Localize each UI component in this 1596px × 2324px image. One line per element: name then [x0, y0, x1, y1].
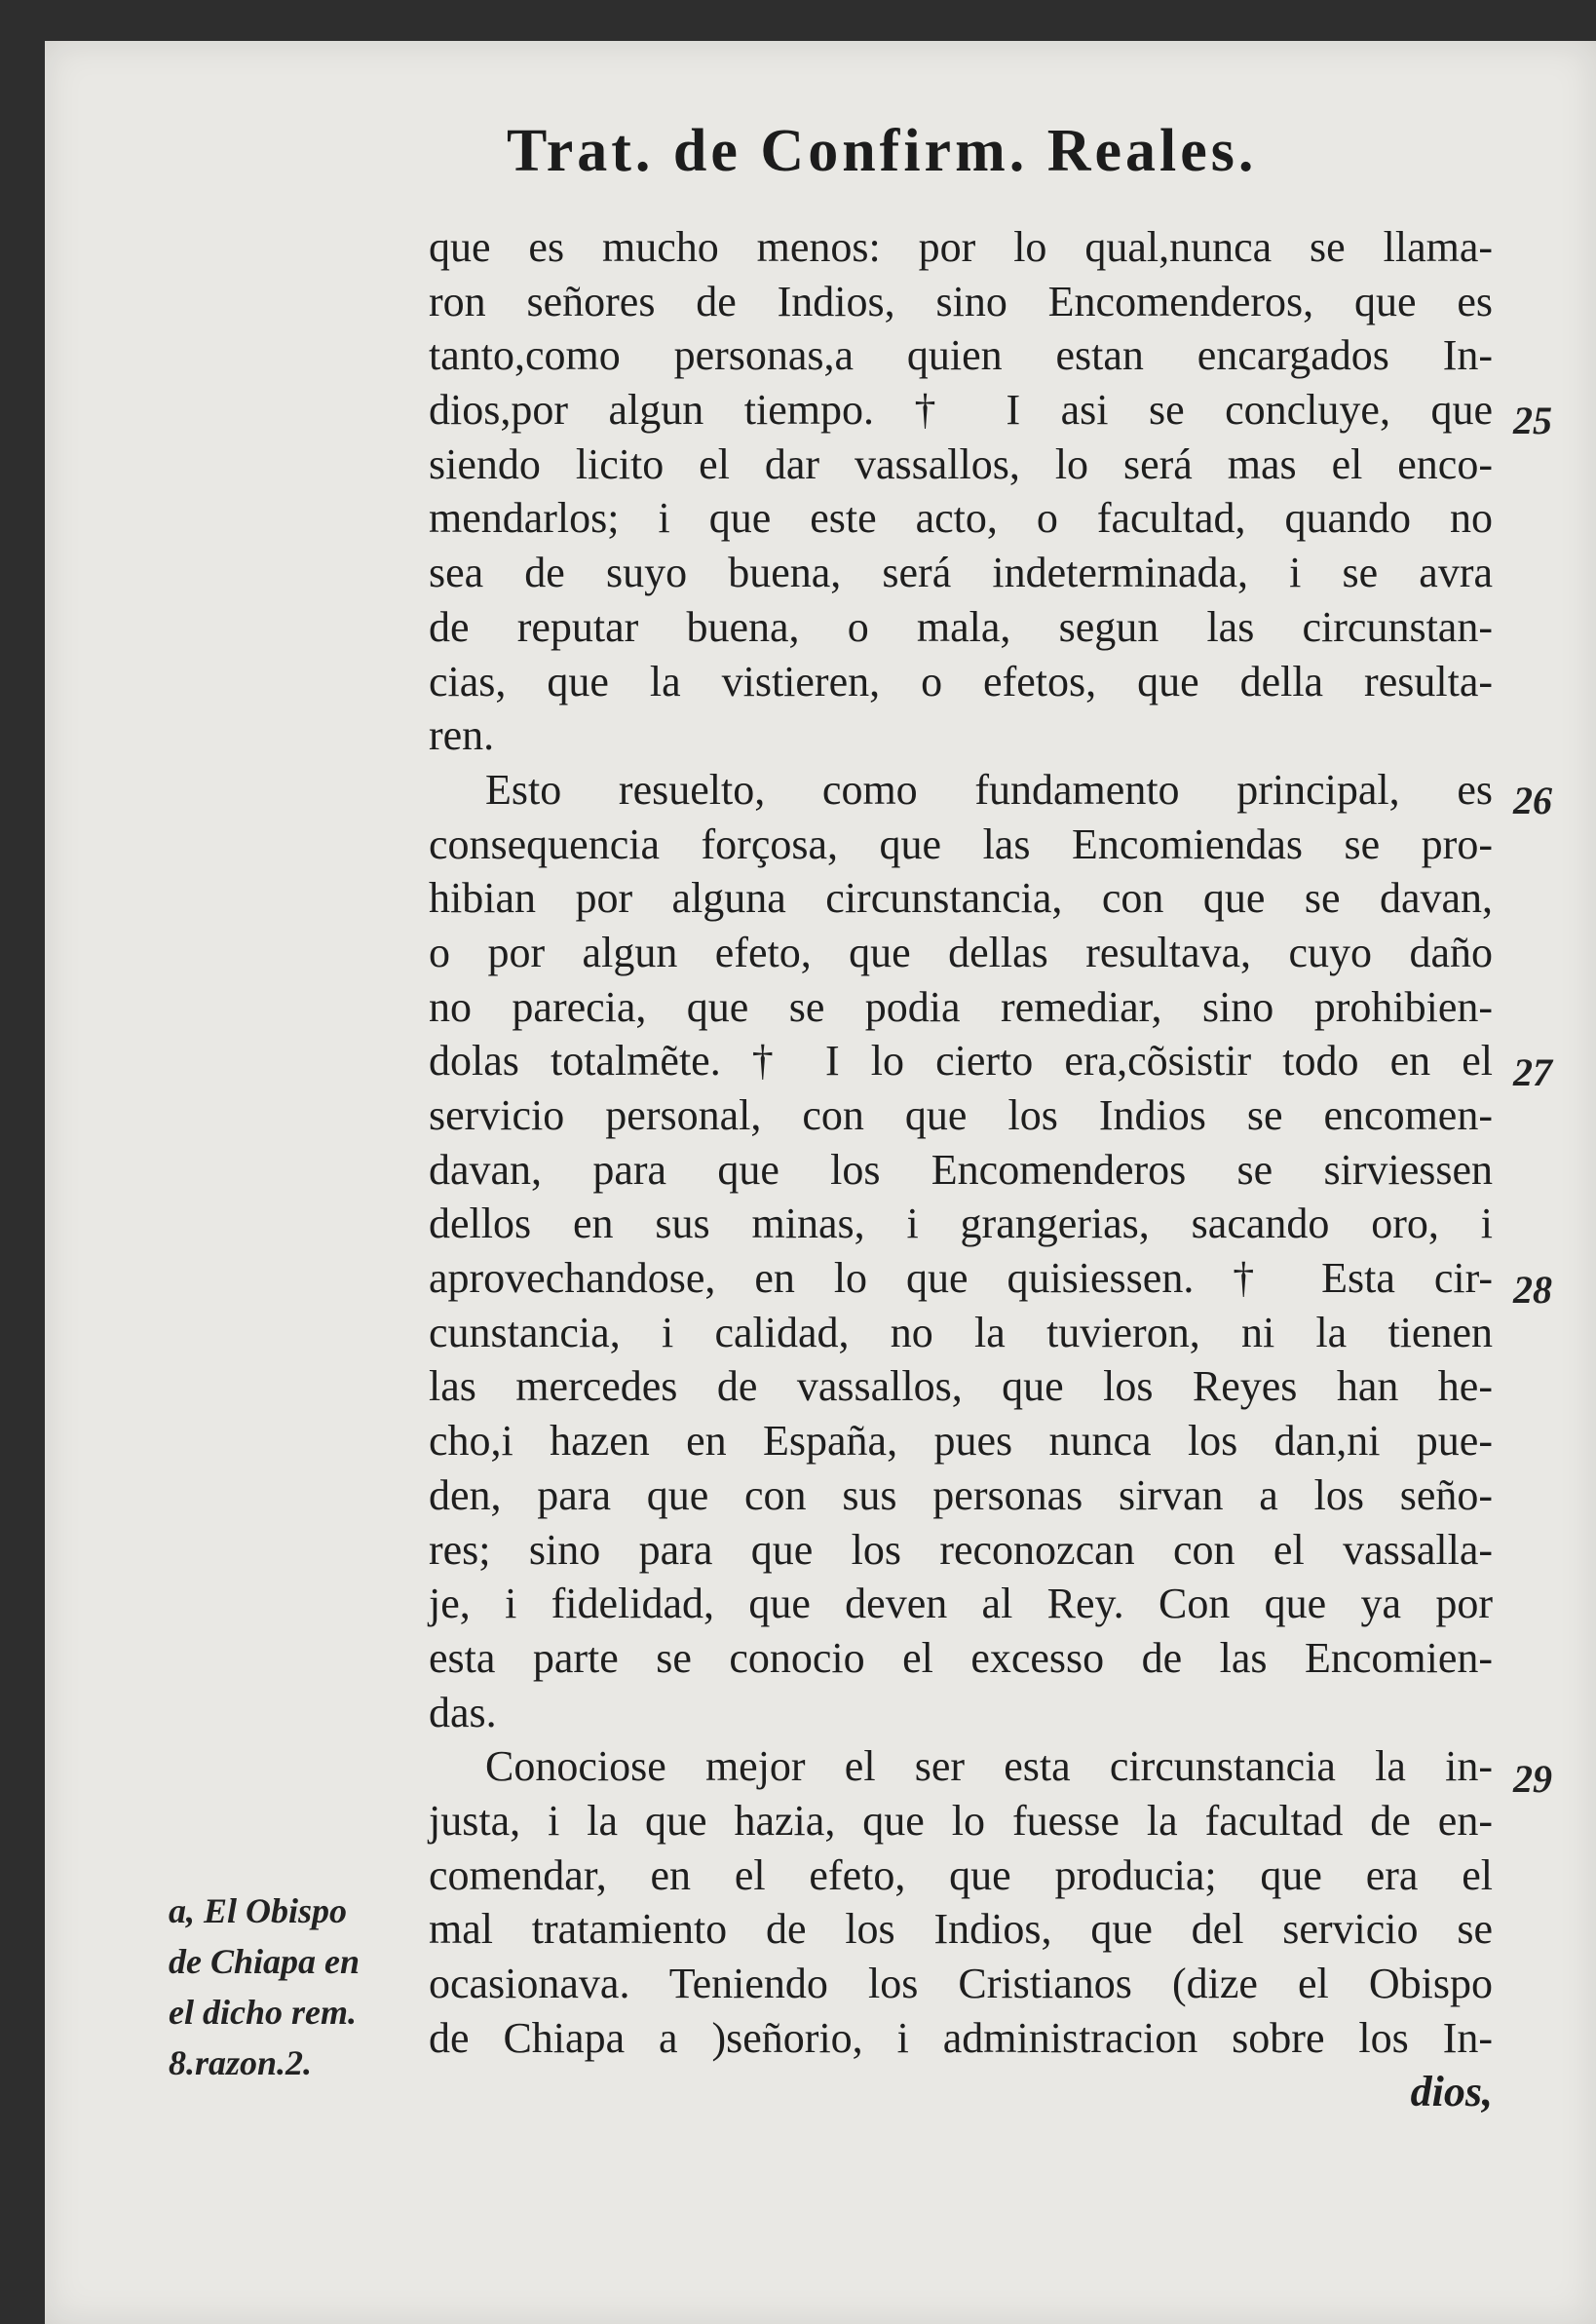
text-line: comendar, en el efeto, que producia; que era el	[429, 1850, 1493, 1899]
running-header: Trat. de Confirm. Reales.	[507, 118, 1258, 184]
text-line: o por algun efeto, que dellas resultava, cuyo daño	[429, 928, 1493, 976]
text-line: den, para que con sus personas sirvan a los seño-	[429, 1470, 1493, 1519]
text-line: dios,	[1410, 2068, 1493, 2116]
text-line: davan, para que los Encomenderos se sirviessen	[429, 1145, 1493, 1194]
body-text	[429, 220, 1493, 2119]
text-line: res; sino para que los reconozcan con el vassalla-	[429, 1525, 1493, 1574]
text-line: ocasionava. Teniendo los Cristianos (dize el Obispo	[429, 1960, 1493, 2007]
text-line: dios,por algun tiempo. † I asi se concluye, que	[429, 386, 1493, 435]
text-line: ren.	[429, 711, 495, 760]
text-line: Conociose mejor el ser esta circunstancia la in-	[485, 1742, 1493, 1791]
margin-number: 25	[1513, 399, 1552, 442]
text-line: aprovechandose, en lo que quisiessen. † Esta cir-	[429, 1254, 1493, 1303]
text-line: de reputar buena, o mala, segun las circunstan-	[429, 602, 1493, 651]
text-line: Esto resuelto, como fundamento principal, es	[485, 765, 1493, 814]
margin-note-line: a, El Obispo	[169, 1891, 348, 1930]
text-line: dolas totalmẽte. † I lo cierto era,cõsistir todo en el	[429, 1037, 1493, 1086]
text-line: siendo licito el dar vassallos, lo será mas el enco-	[429, 439, 1493, 488]
margin-note-line: de Chiapa en	[169, 1942, 361, 1981]
text-line: cias, que la vistieren, o efetos, que della resulta-	[429, 657, 1493, 705]
text-line: cunstancia, i calidad, no la tuvieron, ni la tienen	[429, 1308, 1493, 1356]
text-line: dellos en sus minas, i grangerias, sacando oro, i	[429, 1200, 1493, 1248]
text-line: no parecia, que se podia remediar, sino prohibien-	[429, 982, 1493, 1031]
text-line: esta parte se conocio el excesso de las Encomien-	[429, 1633, 1493, 1682]
text-line: ron señores de Indios, sino Encomenderos, que es	[429, 277, 1493, 325]
text-line: mendarlos; i que este acto, o facultad, quando no	[429, 494, 1493, 543]
text-line: las mercedes de vassallos, que los Reyes han he-	[429, 1362, 1493, 1411]
margin-number: 29	[1513, 1757, 1552, 1801]
margin-number: 27	[1513, 1050, 1552, 1094]
margin-note-line: 8.razon.2.	[169, 2043, 313, 2082]
text-line: hibian por alguna circunstancia, con que se davan,	[429, 874, 1493, 923]
text-line: justa, i la que hazia, que lo fuesse la facultad de en-	[429, 1796, 1493, 1845]
margin-number: 28	[1513, 1268, 1552, 1312]
text-line: mal tratamiento de los Indios, que del servicio se	[429, 1905, 1493, 1954]
text-line: tanto,como personas,a quien estan encargados In-	[429, 331, 1493, 380]
margin-number: 26	[1513, 779, 1552, 822]
margin-note	[169, 1886, 402, 2088]
text-line: de Chiapa a )señorio, i administracion sobre los In-	[429, 2013, 1493, 2062]
text-line: que es mucho menos: por lo qual,nunca se llama-	[429, 223, 1493, 271]
text-line: consequencia forçosa, que las Encomiendas se pro-	[429, 819, 1493, 868]
text-line: sea de suyo buena, será indeterminada, i se avra	[429, 549, 1493, 597]
text-line: je, i fidelidad, que deven al Rey. Con que ya por	[429, 1580, 1493, 1628]
text-line: cho,i hazen en España, pues nunca los dan,ni pue-	[429, 1417, 1493, 1466]
margin-note-line: el dicho rem.	[169, 1993, 357, 2032]
text-line: servicio personal, con que los Indios se encomen-	[429, 1091, 1493, 1139]
text-line: das.	[429, 1688, 497, 1736]
